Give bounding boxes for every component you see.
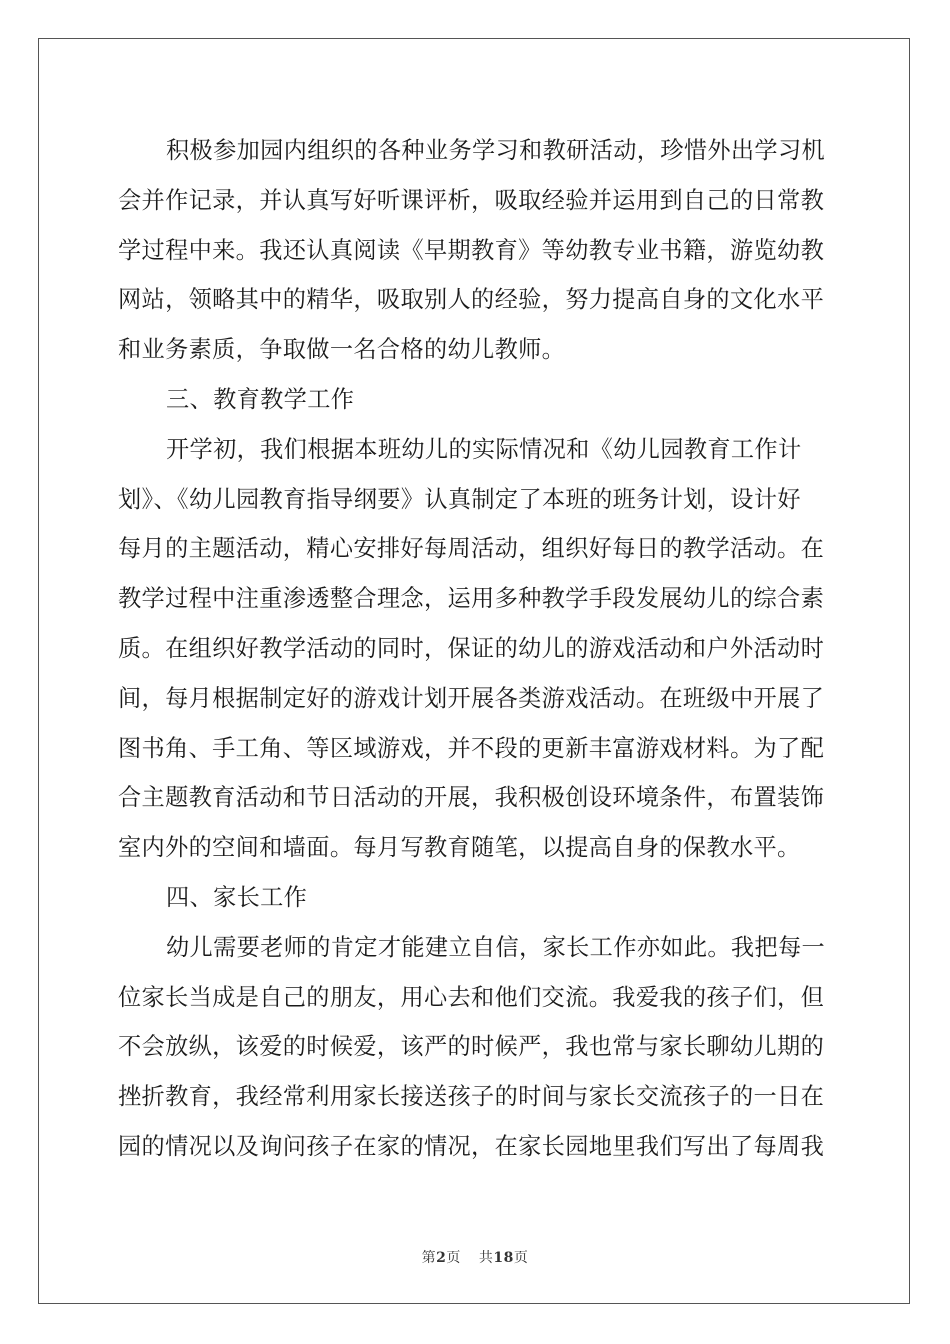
text-line: 开学初，我们根据本班幼儿的实际情况和《幼儿园教育工作计 bbox=[166, 435, 802, 463]
text-line: 会并作记录，并认真写好听课评析，吸取经验并运用到自己的日常教 bbox=[118, 186, 825, 214]
document-body bbox=[118, 126, 834, 1172]
text-line: 网站，领略其中的精华，吸取别人的经验，努力提高自身的文化水平 bbox=[118, 286, 825, 314]
text-line: 幼儿需要老师的肯定才能建立自信，家长工作亦如此。我把每一 bbox=[166, 933, 826, 961]
text-line: 每月的主题活动，精心安排好每周活动，组织好每日的教学活动。在 bbox=[118, 535, 825, 563]
footer-page-current: 2 bbox=[436, 1250, 447, 1266]
text-line: 园的情况以及询问孩子在家的情况，在家长园地里我们写出了每周我 bbox=[118, 1132, 825, 1160]
text-line: 挫折教育，我经常利用家长接送孩子的时间与家长交流孩子的一日在 bbox=[118, 1083, 825, 1111]
footer-page-total: 18 bbox=[493, 1250, 514, 1266]
text-line: 间，每月根据制定好的游戏计划开展各类游戏活动。在班级中开展了 bbox=[118, 684, 825, 712]
footer-page-suffix: 页 bbox=[446, 1250, 461, 1266]
text-line: 位家长当成是自己的朋友，用心去和他们交流。我爱我的孩子们，但 bbox=[118, 983, 825, 1011]
text-line: 三、教育教学工作 bbox=[166, 385, 355, 413]
page-footer bbox=[0, 1247, 950, 1267]
text-line: 质。在组织好教学活动的同时，保证的幼儿的游戏活动和户外活动时 bbox=[118, 634, 825, 662]
footer-total-prefix: 共 bbox=[478, 1250, 494, 1266]
text-line: 四、家长工作 bbox=[166, 883, 308, 911]
text-line: 室内外的空间和墙面。每月写教育随笔，以提高自身的保教水平。 bbox=[118, 834, 801, 862]
text-line: 和业务素质，争取做一名合格的幼儿教师。 bbox=[118, 336, 566, 364]
text-line: 合主题教育活动和节日活动的开展，我积极创设环境条件，布置装饰 bbox=[118, 784, 825, 812]
text-line: 教学过程中注重渗透整合理念，运用多种教学手段发展幼儿的综合素 bbox=[118, 585, 825, 613]
footer-page-prefix: 第 bbox=[421, 1250, 437, 1266]
text-line: 不会放纵，该爱的时候爱，该严的时候严，我也常与家长聊幼儿期的 bbox=[118, 1033, 825, 1061]
text-line: 学过程中来。我还认真阅读《早期教育》等幼教专业书籍，游览幼教 bbox=[118, 236, 825, 264]
text-line: 积极参加园内组织的各种业务学习和教研活动，珍惜外出学习机 bbox=[166, 137, 826, 164]
text-line: 划》、《幼儿园教育指导纲要》认真制定了本班的班务计划，设计好 bbox=[118, 485, 801, 513]
text-line: 图书角、手工角、等区域游戏，并不段的更新丰富游戏材料。为了配 bbox=[118, 734, 825, 762]
footer-total-suffix: 页 bbox=[513, 1250, 529, 1266]
